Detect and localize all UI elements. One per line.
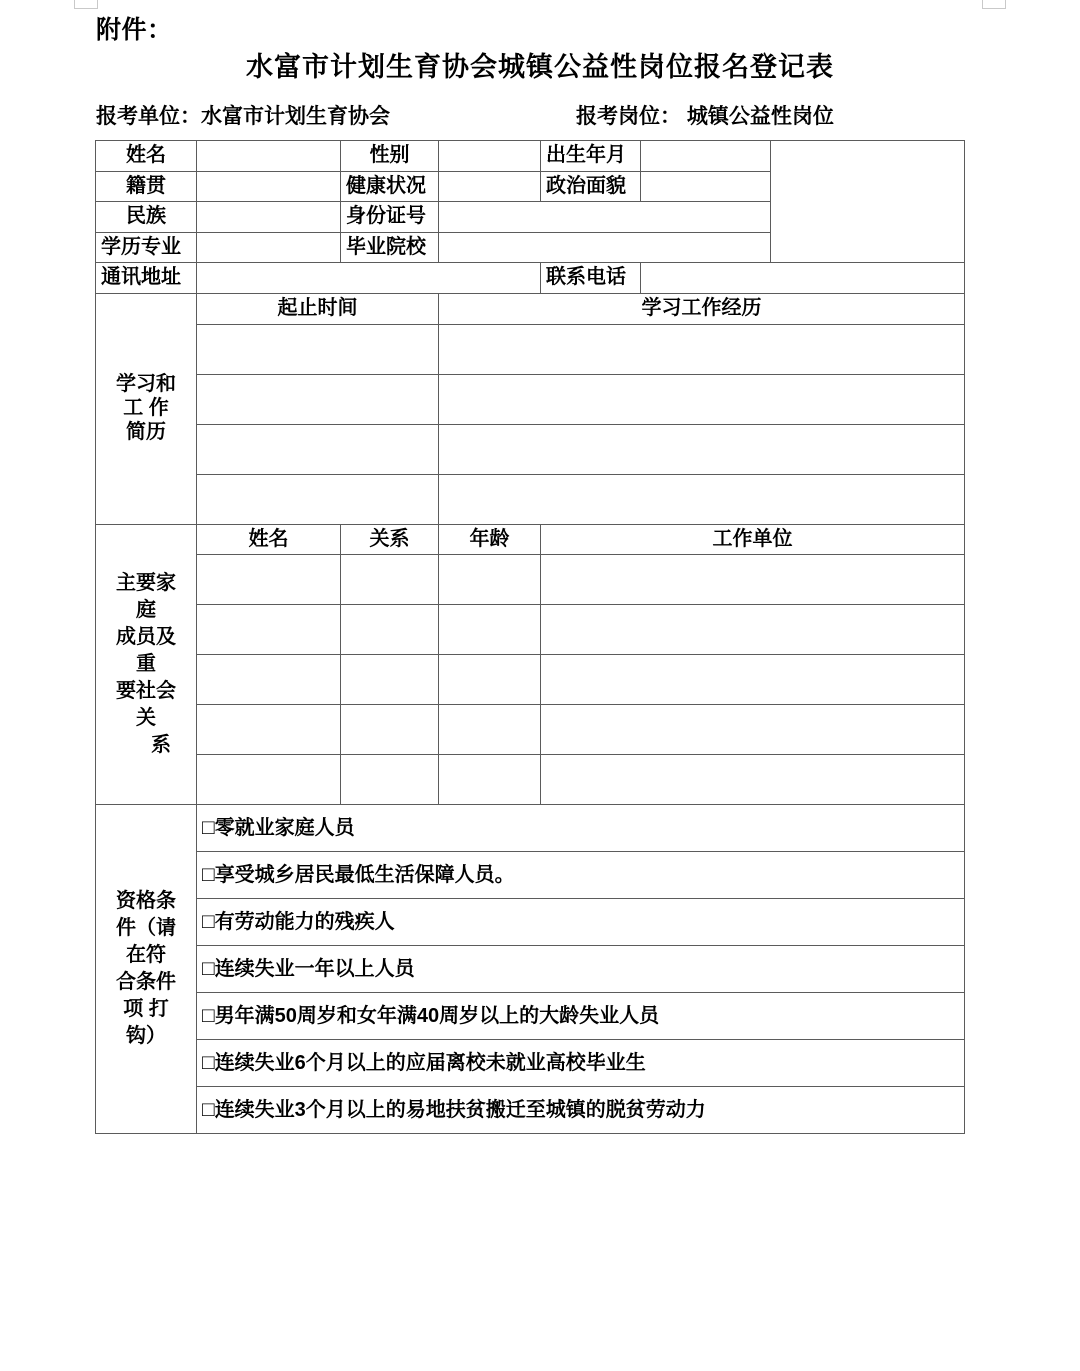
family-cell-relation[interactable] [341,605,439,655]
section-label-qualification-line5: 项 打 [123,998,169,1021]
table-row-family-entry [96,705,965,755]
qualification-option-row[interactable] [197,1040,965,1087]
qualification-option-row[interactable] [197,993,965,1040]
family-cell-workplace[interactable] [541,655,965,705]
family-cell-workplace[interactable] [541,605,965,655]
field-label-address: 通讯地址 [96,263,197,294]
table-row-resume-entry [96,374,965,424]
table-row-basic-1 [96,141,965,172]
resume-cell-period[interactable] [197,424,439,474]
qualification-option-row[interactable] [197,852,965,899]
field-label-ethnicity: 民族 [96,202,197,233]
resume-cell-period[interactable] [197,474,439,524]
table-row-qualification [96,805,965,852]
field-label-political-status: 政治面貌 [541,171,641,202]
table-row-family-entry [96,755,965,805]
attachment-label: 附件： [96,16,173,44]
section-label-family-line4: 重 [136,652,156,675]
family-cell-name[interactable] [197,555,341,605]
resume-cell-experience[interactable] [439,324,965,374]
apply-unit-label: 报考单位：水富市计划生育协会 [96,105,390,128]
family-cell-relation[interactable] [341,705,439,755]
family-cell-age[interactable] [439,705,541,755]
table-row-family-entry [96,655,965,705]
field-label-birth-date: 出生年月 [541,141,641,172]
field-value-ethnicity[interactable] [197,202,341,233]
family-cell-age[interactable] [439,605,541,655]
section-label-qualification-line1: 资格条 [116,890,176,913]
table-row-qualification [96,1087,965,1134]
checkbox-icon[interactable]: □ [202,862,215,886]
field-label-native-place: 籍贯 [96,171,197,202]
apply-post-label: 报考岗位： 城镇公益性岗位 [576,105,834,128]
family-column-header-name: 姓名 [197,524,341,555]
checkbox-icon[interactable]: □ [202,1097,215,1121]
section-label-family-line7: 系 [151,733,171,756]
family-cell-name[interactable] [197,705,341,755]
table-row-resume-header [96,293,965,324]
qualification-option-row[interactable] [197,899,965,946]
table-row-contact [96,263,965,294]
table-row-resume-entry [96,424,965,474]
field-value-graduate-school[interactable] [439,232,771,263]
family-cell-relation[interactable] [341,655,439,705]
resume-cell-period[interactable] [197,324,439,374]
table-row-resume-entry [96,324,965,374]
field-value-birth-date[interactable] [641,141,771,172]
family-column-header-age: 年龄 [439,524,541,555]
checkbox-icon[interactable]: □ [202,1003,215,1027]
field-label-phone: 联系电话 [541,263,641,294]
table-row-family-header [96,524,965,555]
section-label-qualification-line6: 钩） [126,1025,166,1048]
family-cell-name[interactable] [197,605,341,655]
crop-mark-left-icon [74,0,98,9]
family-cell-age[interactable] [439,555,541,605]
resume-cell-period[interactable] [197,374,439,424]
table-row-qualification [96,899,965,946]
section-label-family-line1: 主要家 [116,571,176,594]
field-label-id-number: 身份证号 [341,202,439,233]
section-label-qualification-line4: 合条件 [116,971,176,994]
qualification-option-label: 连续失业6个月以上的应届离校未就业高校毕业生 [214,1051,646,1074]
family-cell-workplace[interactable] [541,555,965,605]
field-label-gender: 性别 [341,141,439,172]
family-cell-age[interactable] [439,755,541,805]
field-value-phone[interactable] [641,263,965,294]
section-label-resume-line1: 学习和 [116,373,176,396]
field-label-health: 健康状况 [341,171,439,202]
qualification-option-label: 零就业家庭人员 [214,816,355,839]
field-value-name[interactable] [197,141,341,172]
section-label-family-line6: 关 [136,706,156,729]
photo-placeholder-cell[interactable] [771,141,965,263]
section-label-resume [96,293,197,524]
section-label-resume-line2: 工 作 [123,396,169,419]
qualification-option-row[interactable] [197,805,965,852]
field-value-address[interactable] [197,263,541,294]
table-row-family-entry [96,555,965,605]
section-label-family [96,524,197,805]
qualification-option-label: 有劳动能力的残疾人 [214,910,395,933]
family-cell-name[interactable] [197,655,341,705]
resume-cell-experience[interactable] [439,424,965,474]
section-label-qualification-line2: 件（请 [116,917,176,940]
table-row-qualification [96,852,965,899]
family-cell-age[interactable] [439,655,541,705]
field-value-education-major[interactable] [197,232,341,263]
field-value-id-number[interactable] [439,202,771,233]
resume-cell-experience[interactable] [439,374,965,424]
qualification-option-label: 享受城乡居民最低生活保障人员。 [214,863,515,886]
qualification-option-label: 连续失业3个月以上的易地扶贫搬迁至城镇的脱贫劳动力 [214,1098,706,1121]
checkbox-icon[interactable]: □ [202,909,215,933]
field-value-health[interactable] [439,171,541,202]
field-label-education-major: 学历专业 [96,232,197,263]
page-title: 水富市计划生育协会城镇公益性岗位报名登记表 [246,52,834,82]
field-value-native-place[interactable] [197,171,341,202]
family-column-header-workplace: 工作单位 [541,524,965,555]
family-column-header-relation: 关系 [341,524,439,555]
checkbox-icon[interactable]: □ [202,956,215,980]
table-row-qualification [96,946,965,993]
crop-mark-right-icon [982,0,1006,9]
checkbox-icon[interactable]: □ [202,1050,215,1074]
section-label-qualification [96,805,197,1134]
table-row-resume-entry [96,474,965,524]
qualification-option-row[interactable] [197,946,965,993]
family-cell-workplace[interactable] [541,755,965,805]
resume-column-header-experience: 学习工作经历 [439,293,965,324]
family-cell-workplace[interactable] [541,705,965,755]
qualification-option-label: 连续失业一年以上人员 [214,957,415,980]
table-row-qualification [96,1040,965,1087]
family-cell-relation[interactable] [341,755,439,805]
checkbox-icon[interactable]: □ [202,815,215,839]
section-label-resume-line3: 简历 [126,420,166,443]
field-value-political-status[interactable] [641,171,771,202]
field-label-name: 姓名 [96,141,197,172]
section-label-family-line2: 庭 [136,598,156,621]
table-row-family-entry [96,605,965,655]
section-label-family-line3: 成员及 [116,625,176,648]
section-label-qualification-line3: 在符 [126,944,166,967]
resume-column-header-period: 起止时间 [197,293,439,324]
family-cell-name[interactable] [197,755,341,805]
resume-cell-experience[interactable] [439,474,965,524]
registration-form-table [95,140,965,1134]
field-value-gender[interactable] [439,141,541,172]
application-meta [96,100,964,130]
qualification-option-row[interactable] [197,1087,965,1134]
family-cell-relation[interactable] [341,555,439,605]
table-row-qualification [96,993,965,1040]
field-label-graduate-school: 毕业院校 [341,232,439,263]
section-label-family-line5: 要社会 [116,679,176,702]
qualification-option-label: 男年满50周岁和女年满40周岁以上的大龄失业人员 [214,1004,660,1027]
